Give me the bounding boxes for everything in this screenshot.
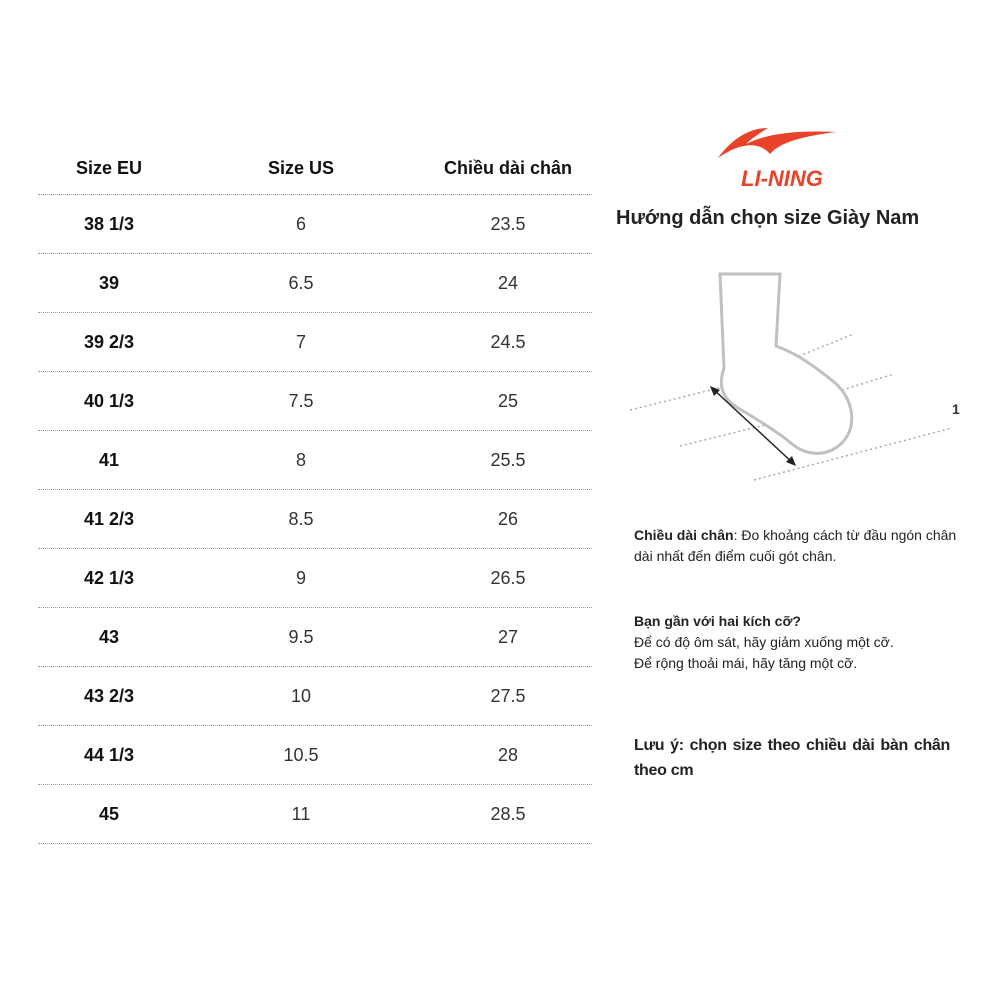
table-row <box>38 726 592 785</box>
foot-outline <box>720 274 852 453</box>
table-row <box>38 490 592 549</box>
cell-foot-length: 28.5 <box>490 803 526 824</box>
header-size-us: Size US <box>267 157 335 178</box>
cell-size-eu: 43 2/3 <box>83 685 135 706</box>
cell-foot-length: 26.5 <box>490 567 526 588</box>
cell-foot-length: 26 <box>497 508 519 529</box>
cell-size-us: 8.5 <box>288 508 314 529</box>
cell-size-eu: 39 <box>98 272 120 293</box>
table-row <box>38 667 592 726</box>
two-sizes-title: Bạn gần với hai kích cỡ? <box>634 613 801 629</box>
cell-foot-length: 25 <box>497 390 519 411</box>
cell-size-us: 11 <box>291 803 311 824</box>
li-ning-logo <box>712 120 852 192</box>
table-row <box>38 608 592 667</box>
table-header <box>38 138 592 195</box>
cell-size-us: 10 <box>290 685 312 706</box>
cell-size-us: 7.5 <box>288 390 314 411</box>
table-row <box>38 372 592 431</box>
measurement-marker: 1 <box>952 401 960 417</box>
cell-size-eu: 45 <box>98 803 120 824</box>
foot-length-text: : Đo khoảng cách từ đầu ngón chân dài nhất đến điểm cuối gót chân. <box>634 527 957 564</box>
two-sizes-line-1: Để có độ ôm sát, hãy giảm xuống một cỡ. <box>634 634 894 650</box>
foot-length-note <box>634 525 964 567</box>
cell-size-eu: 38 1/3 <box>83 213 135 234</box>
cell-size-eu: 44 1/3 <box>83 744 135 765</box>
cell-size-us: 10.5 <box>283 744 319 765</box>
table-row <box>38 254 592 313</box>
cell-foot-length: 27.5 <box>490 685 526 706</box>
header-size-eu: Size EU <box>75 157 143 178</box>
two-sizes-line-2: Để rộng thoải mái, hãy tăng một cỡ. <box>634 655 858 671</box>
cell-size-us: 6 <box>295 213 306 234</box>
cell-size-eu: 39 2/3 <box>83 331 135 352</box>
two-sizes-note <box>634 611 964 674</box>
cell-size-eu: 41 <box>98 449 120 470</box>
cell-foot-length: 27 <box>497 626 519 647</box>
cell-size-us: 9.5 <box>288 626 314 647</box>
table-row <box>38 431 592 490</box>
li-ning-wordmark: LI-NING <box>741 166 823 191</box>
cell-foot-length: 24.5 <box>490 331 526 352</box>
cell-size-us: 9 <box>295 567 306 588</box>
cell-size-eu: 42 1/3 <box>83 567 135 588</box>
li-ning-swoosh-icon <box>718 128 836 158</box>
table-row <box>38 549 592 608</box>
cell-size-us: 7 <box>295 331 306 352</box>
cell-size-eu: 43 <box>98 626 120 647</box>
cell-size-us: 6.5 <box>288 272 314 293</box>
size-table <box>38 138 592 844</box>
cell-size-eu: 40 1/3 <box>83 390 135 411</box>
cell-foot-length: 23.5 <box>490 213 526 234</box>
cell-size-eu: 41 2/3 <box>83 508 135 529</box>
header-foot-length: Chiều dài chân <box>443 157 573 178</box>
table-row <box>38 195 592 254</box>
foot-measurement-icon <box>624 262 974 492</box>
table-row <box>38 785 592 844</box>
guide-title: Hướng dẫn chọn size Giày Nam <box>616 207 920 229</box>
foot-length-label: Chiều dài chân <box>634 527 734 543</box>
cell-size-us: 8 <box>295 449 306 470</box>
cell-foot-length: 28 <box>497 744 519 765</box>
sizing-note: Lưu ý: chọn size theo chiều dài bàn chân theo cm <box>634 737 950 779</box>
cell-foot-length: 25.5 <box>490 449 526 470</box>
table-row <box>38 313 592 372</box>
cell-foot-length: 24 <box>497 272 519 293</box>
